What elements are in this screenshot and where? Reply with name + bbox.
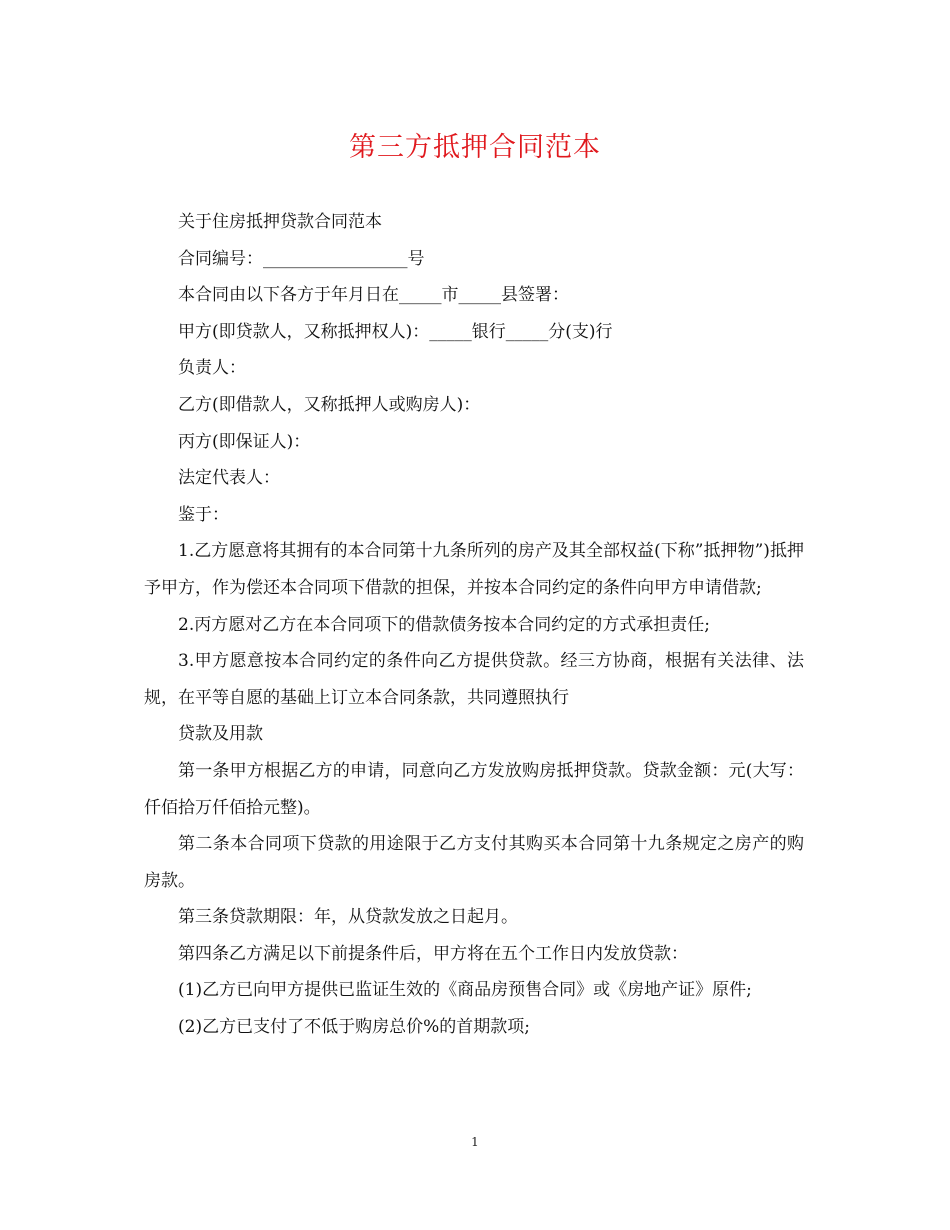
paragraph-party-b: 乙方(即借款人，又称抵押人或购房人)： <box>178 394 481 415</box>
section-heading-loan: 贷款及用款 <box>178 724 263 745</box>
paragraph-article-2: 第二条本合同项下贷款的用途限于乙方支付其购买本合同第十九条规定之房产的购房款。 <box>144 834 804 891</box>
paragraph-recital-2: 2.丙方愿对乙方在本合同项下的借款债务按本合同约定的方式承担责任; <box>178 614 710 635</box>
paragraph-signing-place: 本合同由以下各方于年月日在_____市_____县签署： <box>178 285 569 306</box>
paragraph-condition-2: (2)乙方已支付了不低于购房总价%的首期款项; <box>178 1017 530 1038</box>
document-body <box>144 204 804 1046</box>
page-number: 1 <box>471 1135 479 1149</box>
paragraph-recital-1: 1.乙方愿意将其拥有的本合同第十九条所列的房产及其全部权益(下称”抵押物”)抵押予甲方，作为偿还本合同项下借款的担保，并按本合同约定的条件向甲方申请借款; <box>144 541 804 598</box>
paragraph-article-4: 第四条乙方满足以下前提条件后，甲方将在五个工作日内发放贷款： <box>178 943 688 964</box>
paragraph-article-1: 第一条甲方根据乙方的申请，同意向乙方发放购房抵押贷款。贷款金额：元(大写：仟佰拾万仟佰拾元整)。 <box>144 760 804 818</box>
paragraph-legal-representative: 法定代表人： <box>178 468 280 489</box>
paragraph-party-c: 丙方(即保证人)： <box>178 431 311 452</box>
document-title: 第三方抵押合同范本 <box>349 132 601 163</box>
paragraph-recital-3: 3.甲方愿意按本合同约定的条件向乙方提供贷款。经三方协商，根据有关法律、法规，在平等自愿的基础上订立本合同条款，共同遵照执行 <box>144 651 804 708</box>
paragraph-contract-number: 合同编号：_________________号 <box>178 248 425 269</box>
paragraph-article-3: 第三条贷款期限：年，从贷款发放之日起月。 <box>178 907 518 928</box>
paragraph-whereas: 鉴于： <box>178 504 229 525</box>
paragraph-party-a: 甲方(即贷款人，又称抵押权人)：_____银行_____分(支)行 <box>178 321 613 342</box>
paragraph-responsible-person: 负责人： <box>178 358 246 379</box>
paragraph-subtitle: 关于住房抵押贷款合同范本 <box>178 212 382 232</box>
paragraph-condition-1: (1)乙方已向甲方提供已监证生效的《商品房预售合同》或《房地产证》原件; <box>178 980 752 1001</box>
